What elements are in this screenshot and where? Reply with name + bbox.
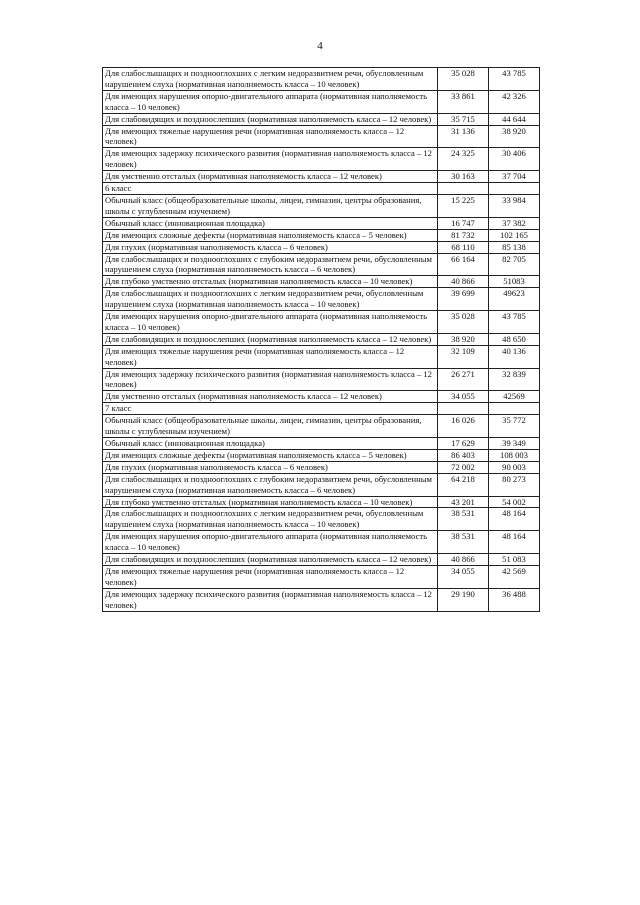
row-value-1: 34 055: [438, 565, 489, 588]
table-row: [103, 391, 540, 403]
row-value-1: 33 861: [438, 90, 489, 113]
row-value-2: 48 650: [489, 333, 540, 345]
table-row: [103, 588, 540, 611]
section-row: [103, 403, 540, 415]
table-row: [103, 276, 540, 288]
row-value-2: 43 785: [489, 68, 540, 91]
row-value-2: 37 382: [489, 217, 540, 229]
row-value-1: 38 920: [438, 333, 489, 345]
row-value-2: 32 839: [489, 368, 540, 391]
row-value-1: 68 110: [438, 241, 489, 253]
table-row: [103, 229, 540, 241]
row-value-2: 42 326: [489, 90, 540, 113]
row-description: Для слабослышащих и позднооглохших с легким недоразвитием речи, обусловленным нарушением слуха (нормативная наполняемость класса – 10 человек): [103, 508, 438, 531]
row-description: Для слабослышащих и позднооглохших с глубоким недоразвитием речи, обусловленным нарушением слуха (нормативная наполняемость класса – 6 человек): [103, 473, 438, 496]
row-value-2: 44 644: [489, 113, 540, 125]
row-description: Для имеющих тяжелые нарушения речи (нормативная наполняемость класса – 12 человек): [103, 125, 438, 148]
row-description: Для имеющих сложные дефекты (нормативная наполняемость класса – 5 человек): [103, 229, 438, 241]
row-value-2: 38 920: [489, 125, 540, 148]
table-row: [103, 241, 540, 253]
row-value-2: 35 772: [489, 415, 540, 438]
row-value-2: 39 349: [489, 438, 540, 450]
row-description: Для глухих (нормативная наполняемость класса – 6 человек): [103, 461, 438, 473]
row-value-1: 40 866: [438, 276, 489, 288]
row-value-2: 42569: [489, 391, 540, 403]
row-value-1: 16 026: [438, 415, 489, 438]
row-value-1: 24 325: [438, 148, 489, 171]
row-value-1: 30 163: [438, 171, 489, 183]
cost-table: [102, 67, 540, 612]
row-description: Для имеющих задержку психического развития (нормативная наполняемость класса – 12 человек): [103, 588, 438, 611]
table-row: [103, 508, 540, 531]
row-value-2: 49623: [489, 288, 540, 311]
table-row: [103, 333, 540, 345]
table-row: [103, 565, 540, 588]
row-value-2: 48 164: [489, 508, 540, 531]
table-row: [103, 90, 540, 113]
row-value-2: 33 984: [489, 194, 540, 217]
row-value-2: 48 164: [489, 531, 540, 554]
row-value-2: 51083: [489, 276, 540, 288]
table-row: [103, 449, 540, 461]
table-row: [103, 415, 540, 438]
table-row: [103, 217, 540, 229]
row-value-1: 31 136: [438, 125, 489, 148]
table-row: [103, 554, 540, 566]
row-description: Для имеющих нарушения опорно-двигательного аппарата (нормативная наполняемость класса – 10 человек): [103, 90, 438, 113]
table-row: [103, 473, 540, 496]
row-value-2: 108 003: [489, 449, 540, 461]
table-row: [103, 368, 540, 391]
row-value-2: 82 705: [489, 253, 540, 276]
row-description: Для глубоко умственно отсталых (нормативная наполняемость класса – 10 человек): [103, 496, 438, 508]
row-value-2: 85 138: [489, 241, 540, 253]
row-value-1: 35 028: [438, 311, 489, 334]
row-value-1: 81 732: [438, 229, 489, 241]
table-row: [103, 113, 540, 125]
table-row: [103, 253, 540, 276]
table-row: [103, 288, 540, 311]
row-value-1: 72 002: [438, 461, 489, 473]
row-value-2: 42 569: [489, 565, 540, 588]
row-value-1: 86 403: [438, 449, 489, 461]
row-value-2: 37 704: [489, 171, 540, 183]
row-value-1: 17 629: [438, 438, 489, 450]
row-description: Обычный класс (инновационная площадка): [103, 438, 438, 450]
row-description: Для слабовидящих и поздноослепших (нормативная наполняемость класса – 12 человек): [103, 554, 438, 566]
row-value-1: 34 055: [438, 391, 489, 403]
table-row: [103, 148, 540, 171]
section-row: [103, 183, 540, 195]
row-value-2: [489, 403, 540, 415]
row-description: Для глубоко умственно отсталых (нормативная наполняемость класса – 10 человек): [103, 276, 438, 288]
row-value-1: 29 190: [438, 588, 489, 611]
row-value-1: 26 271: [438, 368, 489, 391]
row-value-2: 80 273: [489, 473, 540, 496]
table-row: [103, 171, 540, 183]
table-row: [103, 531, 540, 554]
table-row: [103, 438, 540, 450]
page-number: 4: [317, 40, 323, 52]
table-row: [103, 194, 540, 217]
row-description: Для слабослышащих и позднооглохших с глубоким недоразвитием речи, обусловленным нарушением слуха (нормативная наполняемость класса – 6 человек): [103, 253, 438, 276]
row-description: Для имеющих тяжелые нарушения речи (нормативная наполняемость класса – 12 человек): [103, 345, 438, 368]
row-value-1: 15 225: [438, 194, 489, 217]
table-row: [103, 68, 540, 91]
row-value-2: 36 488: [489, 588, 540, 611]
row-value-1: 32 109: [438, 345, 489, 368]
row-value-1: 35 715: [438, 113, 489, 125]
table-row: [103, 461, 540, 473]
row-description: Для слабовидящих и поздноослепших (нормативная наполняемость класса – 12 человек): [103, 113, 438, 125]
row-value-1: 35 028: [438, 68, 489, 91]
row-value-1: [438, 403, 489, 415]
row-value-1: 38 531: [438, 508, 489, 531]
row-value-2: 51 083: [489, 554, 540, 566]
row-description: Для глухих (нормативная наполняемость класса – 6 человек): [103, 241, 438, 253]
row-value-1: 16 747: [438, 217, 489, 229]
row-value-1: 64 218: [438, 473, 489, 496]
row-value-1: 66 164: [438, 253, 489, 276]
row-value-2: 30 406: [489, 148, 540, 171]
row-description: Обычный класс (инновационная площадка): [103, 217, 438, 229]
row-value-2: 102 165: [489, 229, 540, 241]
row-value-1: 38 531: [438, 531, 489, 554]
row-value-2: 40 136: [489, 345, 540, 368]
row-value-2: 54 002: [489, 496, 540, 508]
row-description: Для имеющих нарушения опорно-двигательного аппарата (нормативная наполняемость класса – 10 человек): [103, 311, 438, 334]
row-value-1: 43 201: [438, 496, 489, 508]
row-description: Для имеющих тяжелые нарушения речи (нормативная наполняемость класса – 12 человек): [103, 565, 438, 588]
row-value-1: [438, 183, 489, 195]
row-description: Для имеющих сложные дефекты (нормативная наполняемость класса – 5 человек): [103, 449, 438, 461]
row-description: Для имеющих нарушения опорно-двигательного аппарата (нормативная наполняемость класса – 10 человек): [103, 531, 438, 554]
table-row: [103, 496, 540, 508]
row-value-1: 40 866: [438, 554, 489, 566]
row-description: 6 класс: [103, 183, 438, 195]
row-description: Для слабослышащих и позднооглохших с легким недоразвитием речи, обусловленным нарушением слуха (нормативная наполняемость класса – 10 человек): [103, 68, 438, 91]
row-description: Для имеющих задержку психического развития (нормативная наполняемость класса – 12 человек): [103, 148, 438, 171]
row-description: Для умственно отсталых (нормативная наполняемость класса – 12 человек): [103, 391, 438, 403]
table-row: [103, 345, 540, 368]
row-description: Для слабовидящих и поздноослепших (нормативная наполняемость класса – 12 человек): [103, 333, 438, 345]
row-description: Для умственно отсталых (нормативная наполняемость класса – 12 человек): [103, 171, 438, 183]
row-value-2: 90 003: [489, 461, 540, 473]
row-description: 7 класс: [103, 403, 438, 415]
row-value-2: 43 785: [489, 311, 540, 334]
row-description: Обычный класс (общеобразовательные школы, лицеи, гимназии, центры образования, школы с углубленным изучением): [103, 194, 438, 217]
table-body: [103, 68, 540, 612]
row-description: Для слабослышащих и позднооглохших с легким недоразвитием речи, обусловленным нарушением слуха (нормативная наполняемость класса – 10 человек): [103, 288, 438, 311]
table-row: [103, 311, 540, 334]
row-value-1: 39 699: [438, 288, 489, 311]
table-row: [103, 125, 540, 148]
row-description: Для имеющих задержку психического развития (нормативная наполняемость класса – 12 человек): [103, 368, 438, 391]
row-value-2: [489, 183, 540, 195]
row-description: Обычный класс (общеобразовательные школы, лицеи, гимназии, центры образования, школы с углубленным изучением): [103, 415, 438, 438]
